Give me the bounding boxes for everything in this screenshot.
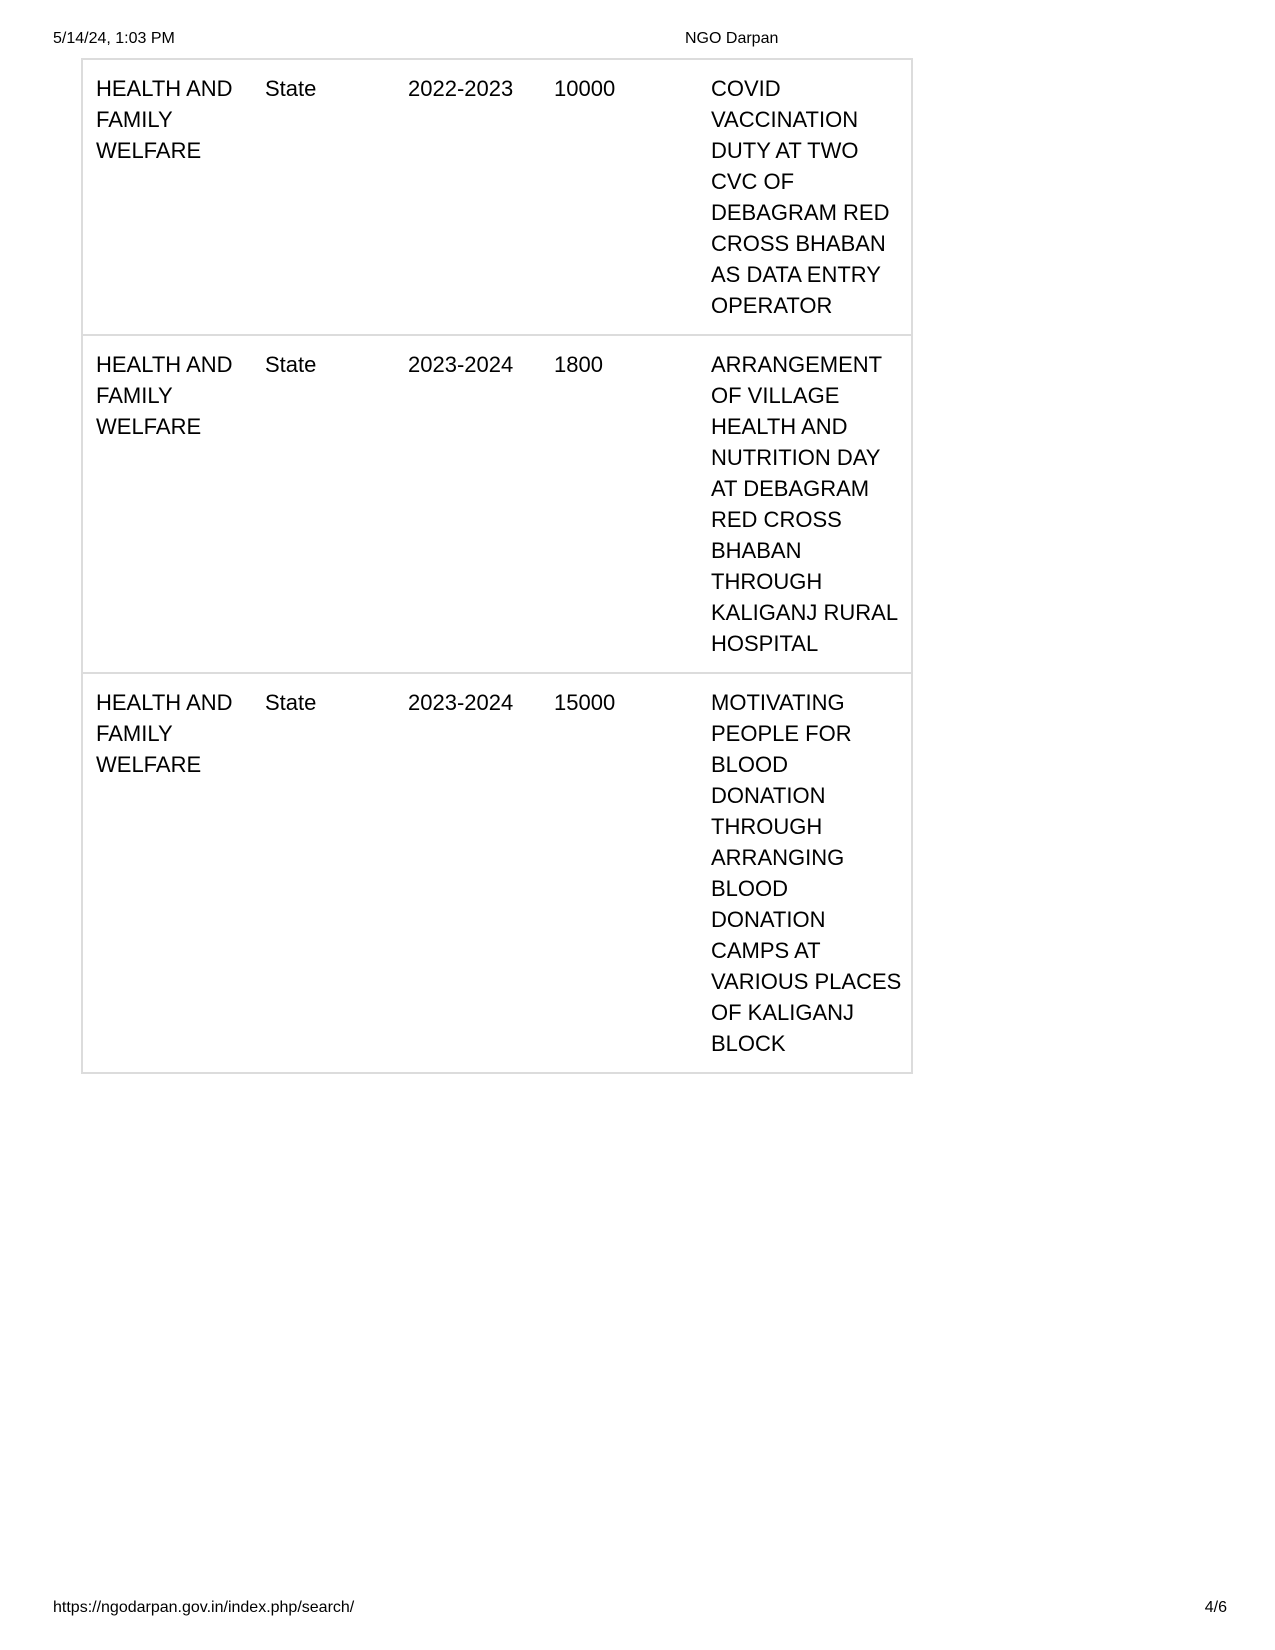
department-cell: HEALTH AND FAMILY WELFARE bbox=[82, 673, 265, 1073]
print-datetime: 5/14/24, 1:03 PM bbox=[53, 30, 175, 47]
table-row bbox=[82, 59, 912, 335]
grants-table bbox=[81, 58, 913, 1074]
print-url: https://ngodarpan.gov.in/index.php/search/ bbox=[53, 1599, 355, 1616]
amount-cell: 1800 bbox=[554, 335, 711, 673]
amount-cell: 10000 bbox=[554, 76, 616, 101]
type-cell: State bbox=[265, 673, 408, 1073]
purpose-cell: MOTIVATING PEOPLE FOR BLOOD DONATION THROUGH ARRANGING BLOOD DONATION CAMPS AT VARIOUS PLACES OF KALIGANJ BLOCK bbox=[711, 673, 912, 1073]
year-cell: 2023-2024 bbox=[408, 673, 554, 1073]
type-cell: State bbox=[265, 76, 317, 101]
type-cell: State bbox=[265, 335, 408, 673]
year-cell: 2023-2024 bbox=[408, 335, 554, 673]
table-row bbox=[82, 673, 912, 1073]
year-cell: 2022-2023 bbox=[408, 76, 514, 101]
table-row bbox=[82, 335, 912, 673]
amount-cell: 15000 bbox=[554, 673, 711, 1073]
print-site-title: NGO Darpan bbox=[685, 30, 779, 47]
purpose-cell: ARRANGEMENT OF VILLAGE HEALTH AND NUTRITION DAY AT DEBAGRAM RED CROSS BHABAN THROUGH KALIGANJ RURAL HOSPITAL bbox=[711, 335, 912, 673]
department-cell: HEALTH AND FAMILY WELFARE bbox=[82, 335, 265, 673]
purpose-cell: COVID VACCINATION DUTY AT TWO CVC OF DEBAGRAM RED CROSS BHABAN AS DATA ENTRY OPERATOR bbox=[711, 76, 890, 318]
print-page-number: 4/6 bbox=[1204, 1599, 1227, 1616]
department-cell: HEALTH AND FAMILY WELFARE bbox=[96, 76, 233, 163]
